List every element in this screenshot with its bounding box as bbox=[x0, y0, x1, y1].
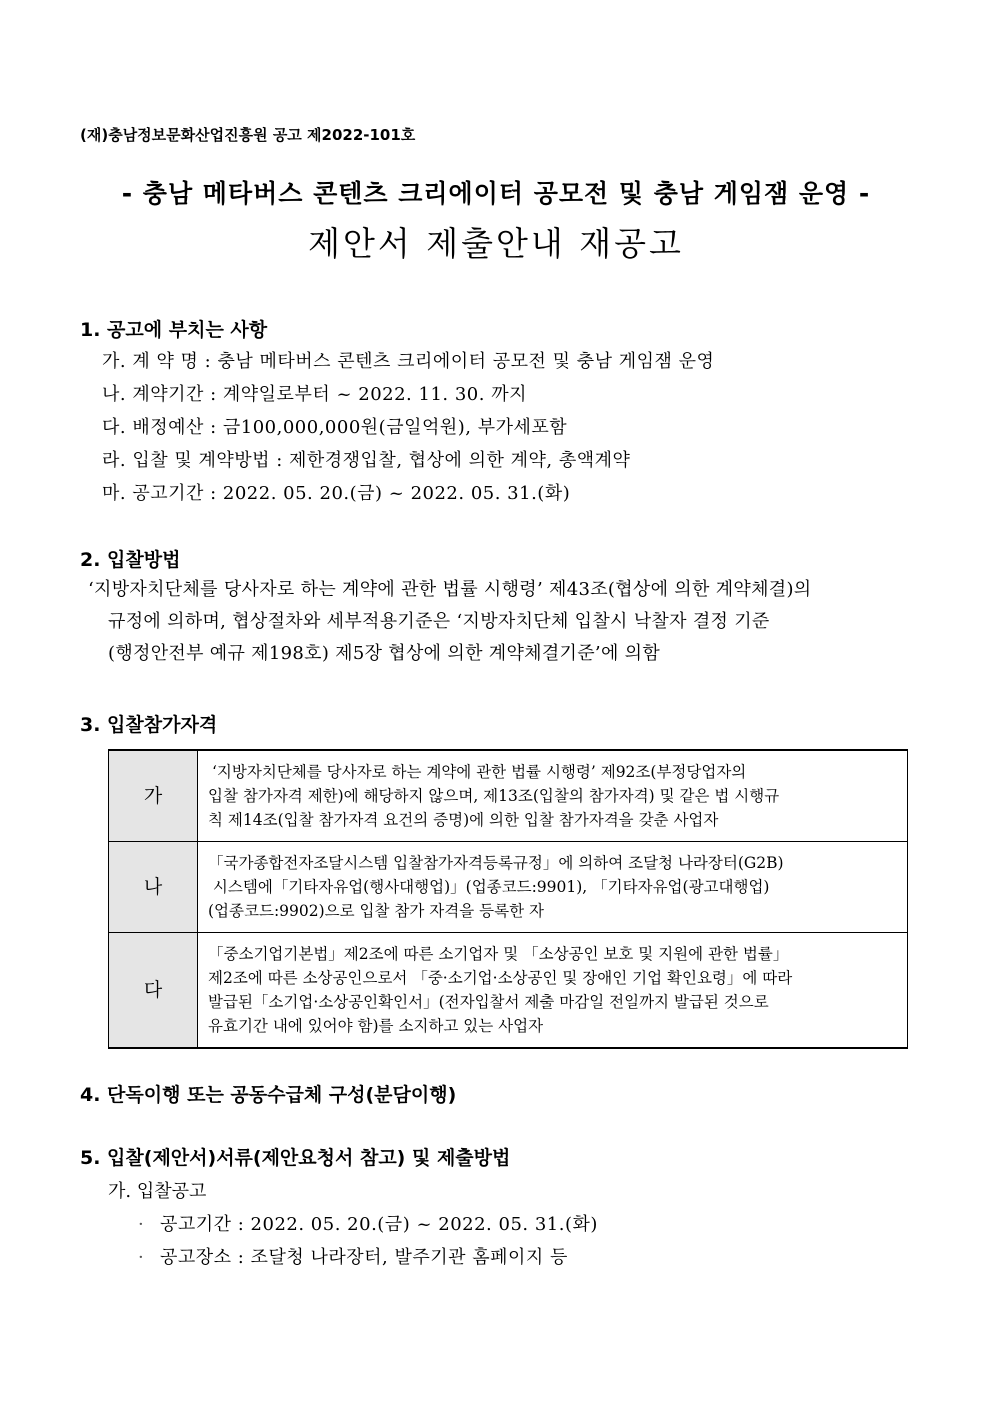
row-line: 시스템에「기타자유업(행사대행업)」(업종코드:9901), 「기타자유업(광고대행업) bbox=[208, 878, 770, 896]
section-3-heading: 3. 입찰참가자격 bbox=[80, 714, 218, 736]
row-label: 가 bbox=[109, 750, 198, 842]
row-label: 나 bbox=[109, 842, 198, 933]
section-2-paragraph bbox=[88, 574, 811, 670]
section-5-heading: 5. 입찰(제안서)서류(제안요청서 참고) 및 제출방법 bbox=[80, 1147, 511, 1169]
row-line: 입찰 참가자격 제한)에 해당하지 않으며, 제13조(입찰의 참가자격) 및 같은 법 시행규 bbox=[208, 787, 780, 805]
section-5-bullet bbox=[138, 1243, 568, 1269]
qualification-table bbox=[108, 749, 908, 1049]
table-row bbox=[109, 842, 908, 933]
table-row bbox=[109, 933, 908, 1049]
section-1-item: 나. 계약기간 : 계약일로부터 ~ 2022. 11. 30. 까지 bbox=[102, 384, 527, 405]
paragraph-line: (행정안전부 예규 제198호) 제5장 협상에 의한 계약체결기준’에 의함 bbox=[108, 643, 661, 664]
notice-number: (재)충남정보문화산업진흥원 공고 제2022-101호 bbox=[80, 126, 416, 144]
row-label: 다 bbox=[109, 933, 198, 1049]
section-1-item: 다. 배정예산 : 금100,000,000원(금일억원), 부가세포함 bbox=[102, 417, 568, 438]
bullet-text: 공고기간 : 2022. 05. 20.(금) ~ 2022. 05. 31.(화) bbox=[160, 1214, 598, 1235]
bullet-dot-icon: · bbox=[138, 1247, 145, 1268]
row-line: ‘지방자치단체를 당사자로 하는 계약에 관한 법률 시행령’ 제92조(부정당업자의 bbox=[212, 763, 747, 781]
paragraph-line: 규정에 의하며, 협상절차와 세부적용기준은 ‘지방자치단체 입찰시 낙찰자 결정 기준 bbox=[108, 611, 770, 632]
section-2-heading: 2. 입찰방법 bbox=[80, 549, 181, 571]
paragraph-line: ‘지방자치단체를 당사자로 하는 계약에 관한 법률 시행령’ 제43조(협상에 의한 계약체결)의 bbox=[88, 579, 812, 600]
document-title: 제안서 제출안내 재공고 bbox=[308, 224, 684, 263]
document-subtitle: - 충남 메타버스 콘텐츠 크리에이터 공모전 및 충남 게임잼 운영 - bbox=[121, 179, 871, 208]
row-text bbox=[198, 842, 908, 933]
section-1-item: 마. 공고기간 : 2022. 05. 20.(금) ~ 2022. 05. 31.(화) bbox=[102, 483, 571, 504]
row-text bbox=[198, 750, 908, 842]
row-line: 제2조에 따른 소상공인으로서 「중·소기업·소상공인 및 장애인 기업 확인요령」에 따라 bbox=[208, 969, 793, 987]
section-5-bullet bbox=[138, 1210, 598, 1236]
row-line: 「국가종합전자조달시스템 입찰참가자격등록규정」에 의하여 조달청 나라장터(G2B) bbox=[208, 854, 784, 872]
section-1-heading: 1. 공고에 부치는 사항 bbox=[80, 319, 268, 341]
table-row bbox=[109, 750, 908, 842]
section-5-subheading: 가. 입찰공고 bbox=[108, 1181, 207, 1202]
section-1-item: 라. 입찰 및 계약방법 : 제한경쟁입찰, 협상에 의한 계약, 총액계약 bbox=[102, 450, 631, 471]
row-line: (업종코드:9902)으로 입찰 참가 자격을 등록한 자 bbox=[208, 902, 544, 920]
section-4-heading: 4. 단독이행 또는 공동수급체 구성(분담이행) bbox=[80, 1084, 457, 1106]
row-line: 칙 제14조(입찰 참가자격 요건의 증명)에 의한 입찰 참가자격을 갖춘 사업자 bbox=[208, 811, 719, 829]
bullet-dot-icon: · bbox=[138, 1214, 145, 1235]
row-line: 유효기간 내에 있어야 함)를 소지하고 있는 사업자 bbox=[208, 1017, 544, 1035]
row-text bbox=[198, 933, 908, 1049]
row-line: 발급된「소기업·소상공인확인서」(전자입찰서 제출 마감일 전일까지 발급된 것으로 bbox=[208, 993, 769, 1011]
row-line: 「중소기업기본법」제2조에 따른 소기업자 및 「소상공인 보호 및 지원에 관한 법률」 bbox=[208, 945, 789, 963]
section-1-item: 가. 계 약 명 : 충남 메타버스 콘텐츠 크리에이터 공모전 및 충남 게임잼 운영 bbox=[102, 351, 715, 372]
bullet-text: 공고장소 : 조달청 나라장터, 발주기관 홈페이지 등 bbox=[160, 1247, 568, 1268]
